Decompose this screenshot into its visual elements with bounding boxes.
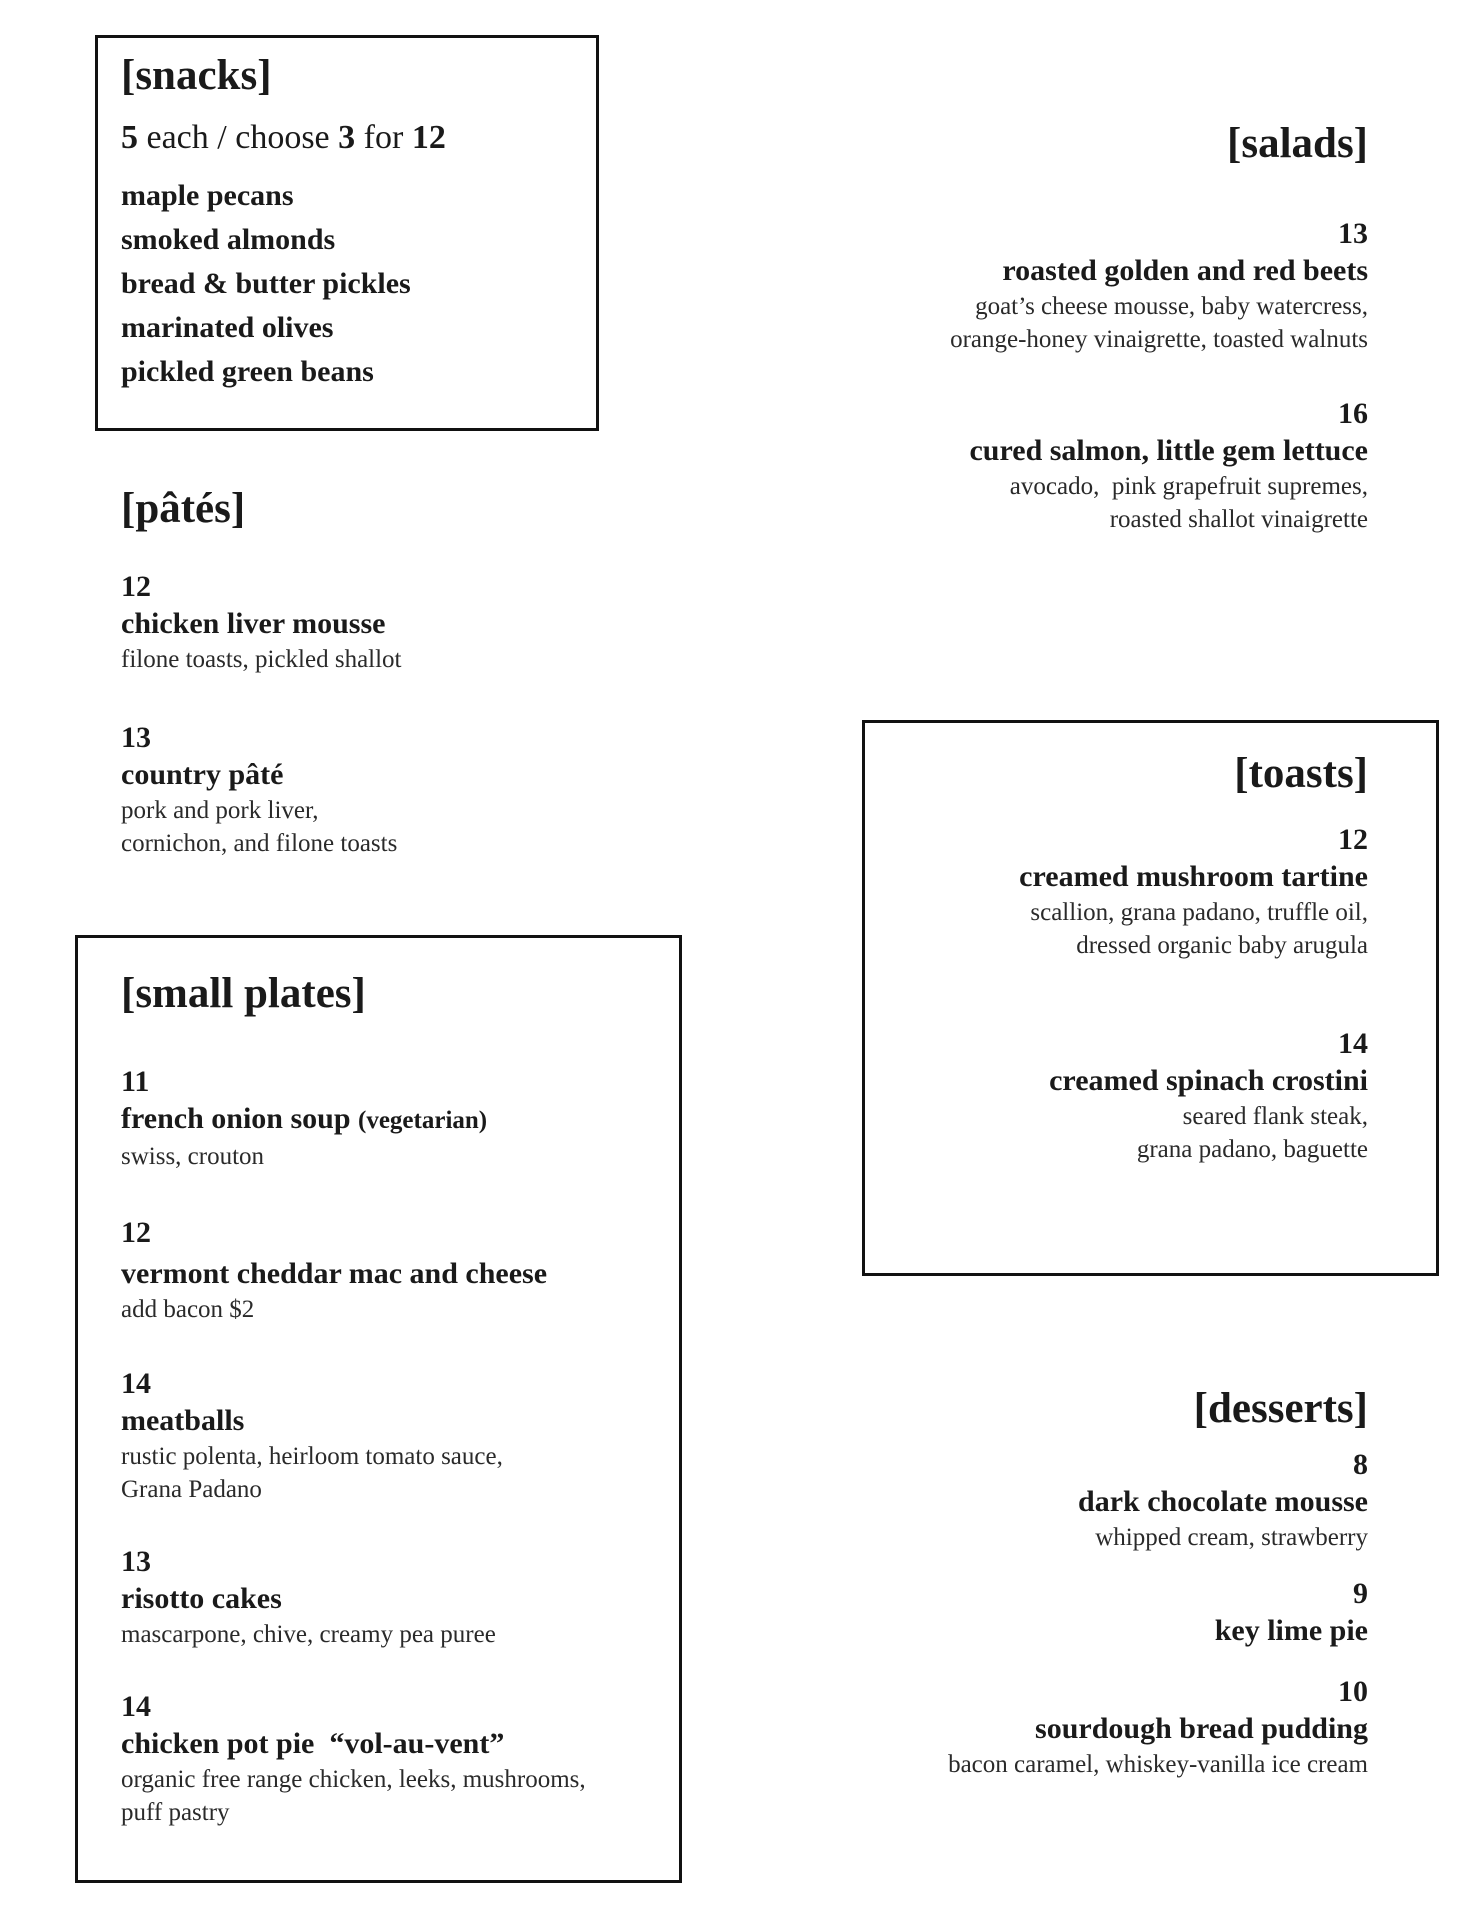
- menu-item: [860, 1576, 1368, 1650]
- item-description: bacon caramel, whiskey-vanilla ice cream: [948, 1750, 1368, 1778]
- snack-list: [121, 174, 591, 394]
- item-description: goat’s cheese mousse, baby watercress,: [975, 292, 1368, 320]
- item-description: orange-honey vinaigrette, toasted walnuts: [950, 325, 1368, 353]
- desserts-title: [desserts]: [1193, 1385, 1368, 1432]
- item-description: scallion, grana padano, truffle oil,: [1030, 898, 1368, 926]
- item-name: chicken liver mousse: [121, 606, 386, 640]
- item-description: mascarpone, chive, creamy pea puree: [121, 1620, 496, 1648]
- menu-item: [880, 822, 1368, 962]
- item-price: 12: [121, 569, 151, 603]
- item-description: rustic polenta, heirloom tomato sauce,: [121, 1442, 503, 1470]
- deal-each-price: 5: [121, 118, 138, 156]
- item-description: filone toasts, pickled shallot: [121, 645, 402, 673]
- snack-item: bread & butter pickles: [121, 266, 411, 300]
- deal-slash: /: [217, 118, 227, 156]
- snack-item: marinated olives: [121, 310, 334, 344]
- item-price: 13: [121, 720, 151, 754]
- menu-item: [121, 1215, 676, 1326]
- deal-text-for: for: [355, 118, 412, 156]
- small-plates-title: [small plates]: [121, 970, 366, 1017]
- item-description: whipped cream, strawberry: [1095, 1523, 1368, 1551]
- item-name: dark chocolate mousse: [1078, 1484, 1368, 1518]
- item-price: 14: [121, 1366, 151, 1400]
- toasts-title: [toasts]: [1234, 750, 1368, 797]
- menu-item: [121, 720, 681, 860]
- item-description: cornichon, and filone toasts: [121, 829, 398, 857]
- snacks-section: [121, 50, 591, 394]
- menu-item: [880, 1026, 1368, 1166]
- deal-text-each: each: [138, 118, 218, 156]
- item-description: dressed organic baby arugula: [1076, 931, 1368, 959]
- menu-item: [121, 1544, 676, 1651]
- item-price: 8: [1353, 1447, 1368, 1481]
- item-price: 10: [1338, 1674, 1368, 1708]
- menu-item: [860, 216, 1368, 356]
- menu-item: [121, 1689, 676, 1829]
- item-price: 14: [1338, 1026, 1368, 1060]
- menu-item: [121, 569, 681, 676]
- salads-title: [salads]: [1227, 120, 1368, 167]
- item-price: 14: [121, 1689, 151, 1723]
- item-price: 13: [1338, 216, 1368, 250]
- deal-text-choose: choose: [226, 118, 339, 156]
- snacks-title: [snacks]: [121, 52, 272, 99]
- salads-section: [860, 118, 1368, 536]
- menu-item: [121, 1064, 676, 1173]
- snack-item: smoked almonds: [121, 222, 336, 256]
- item-note: (vegetarian): [358, 1106, 488, 1134]
- item-description: puff pastry: [121, 1798, 230, 1826]
- item-price: 12: [121, 1215, 151, 1249]
- item-price: 11: [121, 1064, 150, 1098]
- item-description: swiss, crouton: [121, 1142, 265, 1170]
- item-name: roasted golden and red beets: [1002, 253, 1368, 287]
- item-price: 9: [1353, 1576, 1368, 1610]
- item-name: chicken pot pie “vol-au-vent”: [121, 1726, 505, 1760]
- item-name: country pâté: [121, 757, 284, 791]
- item-price: 12: [1338, 822, 1368, 856]
- item-description: add bacon $2: [121, 1295, 255, 1323]
- menu-item: [121, 1366, 676, 1506]
- snack-item: pickled green beans: [121, 354, 374, 388]
- item-description: organic free range chicken, leeks, mushrooms,: [121, 1765, 586, 1793]
- item-name: key lime pie: [1214, 1613, 1368, 1647]
- menu-item: [860, 396, 1368, 536]
- menu-item: [860, 1447, 1368, 1554]
- item-description: Grana Padano: [121, 1475, 262, 1503]
- item-description: avocado, pink grapefruit supremes,: [1009, 472, 1368, 500]
- pates-section: [121, 483, 681, 860]
- item-description: pork and pork liver,: [121, 796, 319, 824]
- item-name: french onion soup: [121, 1101, 351, 1135]
- item-price: 16: [1338, 396, 1368, 430]
- desserts-section: [860, 1383, 1368, 1781]
- item-name-row: [121, 1100, 676, 1140]
- item-price: 13: [121, 1544, 151, 1578]
- item-description: seared flank steak,: [1182, 1102, 1368, 1130]
- item-name: cured salmon, little gem lettuce: [969, 433, 1368, 467]
- item-name: vermont cheddar mac and cheese: [121, 1256, 548, 1290]
- item-name: creamed mushroom tartine: [1019, 859, 1368, 893]
- small-plates-section: [121, 968, 676, 1829]
- deal-bundle-price: 12: [411, 118, 446, 156]
- snack-item: maple pecans: [121, 178, 294, 212]
- item-name: meatballs: [121, 1403, 245, 1437]
- item-name: creamed spinach crostini: [1049, 1063, 1368, 1097]
- menu-item: [860, 1674, 1368, 1781]
- item-name: risotto cakes: [121, 1581, 282, 1615]
- deal-count: 3: [338, 118, 356, 156]
- item-name: sourdough bread pudding: [1035, 1711, 1368, 1745]
- pates-title: [pâtés]: [121, 485, 246, 532]
- item-description: grana padano, baguette: [1136, 1135, 1368, 1163]
- item-description: roasted shallot vinaigrette: [1109, 505, 1368, 533]
- toasts-section: [880, 748, 1368, 1166]
- snacks-deal: [121, 116, 591, 160]
